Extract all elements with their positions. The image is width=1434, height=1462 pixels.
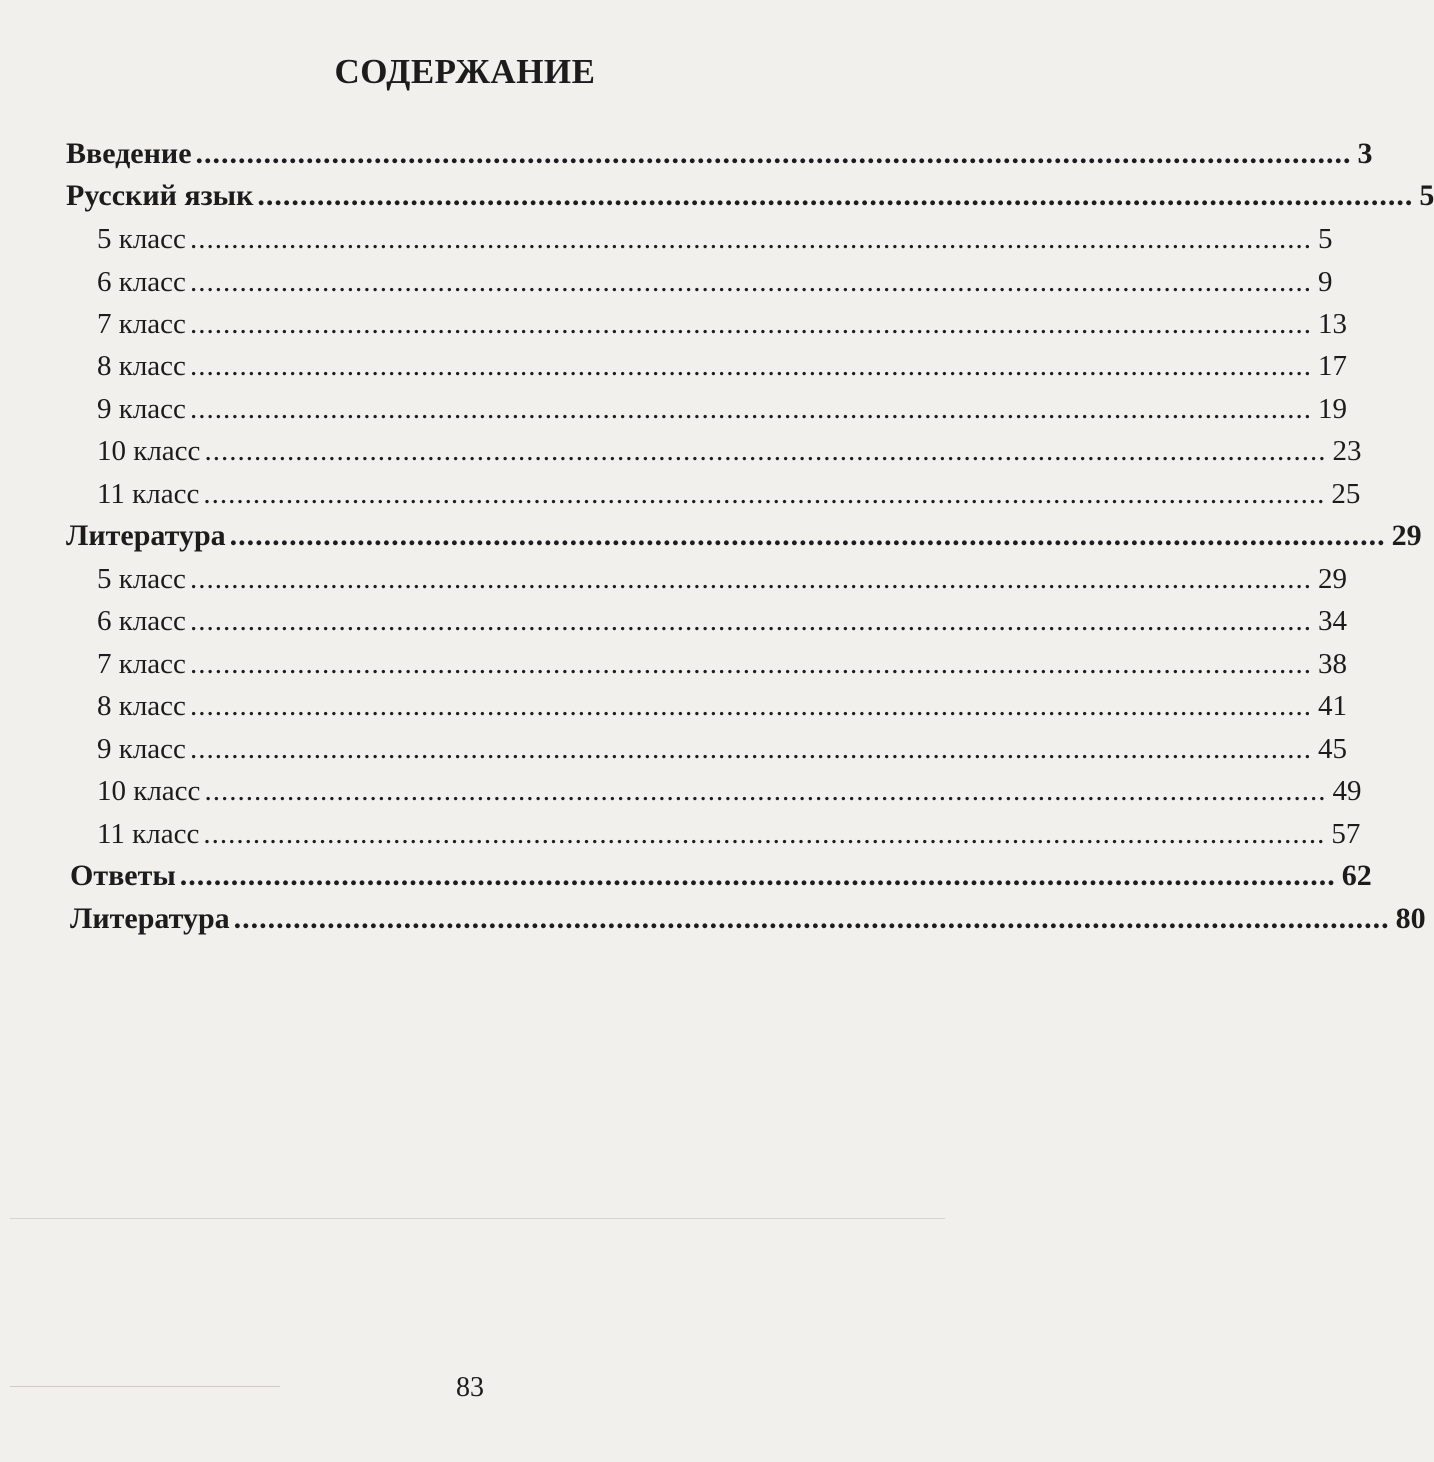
toc-entry-label: Введение xyxy=(66,137,192,170)
toc-entry-page: 3 xyxy=(1357,137,1373,170)
toc-entry-page: 62 xyxy=(1341,859,1372,892)
toc-leader-dots: ........................................................................................................................................ xyxy=(233,902,1390,935)
toc-entry-label: 11 класс xyxy=(97,478,200,510)
toc-entry xyxy=(97,346,1347,386)
divider-line xyxy=(10,1218,945,1219)
toc-entry-page: 29 xyxy=(1391,519,1422,552)
toc-leader-dots: ........................................................................................................................................ xyxy=(189,393,1312,425)
toc-leader-dots: ........................................................................................................................................ xyxy=(189,605,1312,637)
toc-entry-label: 9 класс xyxy=(97,393,186,425)
toc-entry xyxy=(66,134,1373,174)
toc-entry xyxy=(66,516,1422,556)
toc-leader-dots: ........................................................................................................................................ xyxy=(189,690,1312,722)
toc-entry-page: 45 xyxy=(1317,733,1347,765)
toc-entry-label: Литература xyxy=(70,902,230,935)
toc-leader-dots: ........................................................................................................................................ xyxy=(189,563,1312,595)
toc-entry xyxy=(97,814,1361,854)
toc-entry xyxy=(70,856,1372,896)
toc-entry-label: 8 класс xyxy=(97,690,186,722)
toc-entry xyxy=(97,304,1347,344)
toc-leader-dots: ........................................................................................................................................ xyxy=(189,308,1312,340)
toc-leader-dots: ........................................................................................................................................ xyxy=(257,179,1414,212)
toc-entry-page: 80 xyxy=(1395,902,1426,935)
toc-entry-label: 6 класс xyxy=(97,605,186,637)
toc-entry-label: 7 класс xyxy=(97,308,186,340)
toc-entry xyxy=(97,559,1347,599)
toc-entry-page: 29 xyxy=(1317,563,1347,595)
toc-leader-dots: ........................................................................................................................................ xyxy=(204,435,1327,467)
toc-entry-page: 57 xyxy=(1331,818,1361,850)
toc-entry-label: Ответы xyxy=(70,859,176,892)
toc-entry-page: 38 xyxy=(1317,648,1347,680)
toc-leader-dots: ........................................................................................................................................ xyxy=(189,223,1312,255)
toc-entry-page: 5 xyxy=(1419,179,1434,212)
toc-entry-page: 17 xyxy=(1317,350,1347,382)
toc-leader-dots: ........................................................................................................................................ xyxy=(189,648,1312,680)
toc-leader-dots: ........................................................................................................................................ xyxy=(189,350,1312,382)
toc-entry-page: 9 xyxy=(1317,266,1333,298)
toc-entry-label: 8 класс xyxy=(97,350,186,382)
toc-entry-page: 13 xyxy=(1317,308,1347,340)
toc-entry-page: 25 xyxy=(1331,478,1361,510)
toc-leader-dots: ........................................................................................................................................ xyxy=(203,478,1326,510)
toc-entry xyxy=(66,176,1434,216)
toc-entry-label: 5 класс xyxy=(97,563,186,595)
toc-leader-dots: ........................................................................................................................................ xyxy=(179,859,1336,892)
toc-entry-label: 10 класс xyxy=(97,775,201,807)
toc-entry-page: 41 xyxy=(1317,690,1347,722)
toc-entry xyxy=(97,771,1362,811)
toc-entry-label: 5 класс xyxy=(97,223,186,255)
toc-entry xyxy=(97,601,1347,641)
toc-entry-label: 6 класс xyxy=(97,266,186,298)
toc-entry-label: 9 класс xyxy=(97,733,186,765)
toc-entry-page: 49 xyxy=(1332,775,1362,807)
toc-entry xyxy=(97,729,1347,769)
toc-entry-label: 7 класс xyxy=(97,648,186,680)
toc-entry-label: Русский язык xyxy=(66,179,254,212)
toc-leader-dots: ........................................................................................................................................ xyxy=(195,137,1352,170)
toc-leader-dots: ........................................................................................................................................ xyxy=(189,266,1312,298)
toc-entry-page: 23 xyxy=(1332,435,1362,467)
toc-entry-label: 11 класс xyxy=(97,818,200,850)
page-title: СОДЕРЖАНИЕ xyxy=(334,52,596,91)
toc-entry-label: Литература xyxy=(66,519,226,552)
toc-entry-page: 19 xyxy=(1317,393,1347,425)
toc-leader-dots: ........................................................................................................................................ xyxy=(229,519,1386,552)
toc-entry-page: 5 xyxy=(1317,223,1333,255)
toc-leader-dots: ........................................................................................................................................ xyxy=(204,775,1327,807)
toc-entry xyxy=(70,899,1426,939)
toc-entry xyxy=(97,474,1361,514)
toc-entry xyxy=(97,389,1347,429)
toc-leader-dots: ........................................................................................................................................ xyxy=(189,733,1312,765)
toc-entry-page: 34 xyxy=(1317,605,1347,637)
toc-entry-label: 10 класс xyxy=(97,435,201,467)
toc-entry xyxy=(97,686,1347,726)
toc-entry xyxy=(97,431,1362,471)
toc-entry xyxy=(97,644,1347,684)
toc-entry xyxy=(97,219,1333,259)
page-number: 83 xyxy=(456,1372,484,1403)
toc-leader-dots: ........................................................................................................................................ xyxy=(203,818,1326,850)
toc-entry xyxy=(97,262,1333,302)
